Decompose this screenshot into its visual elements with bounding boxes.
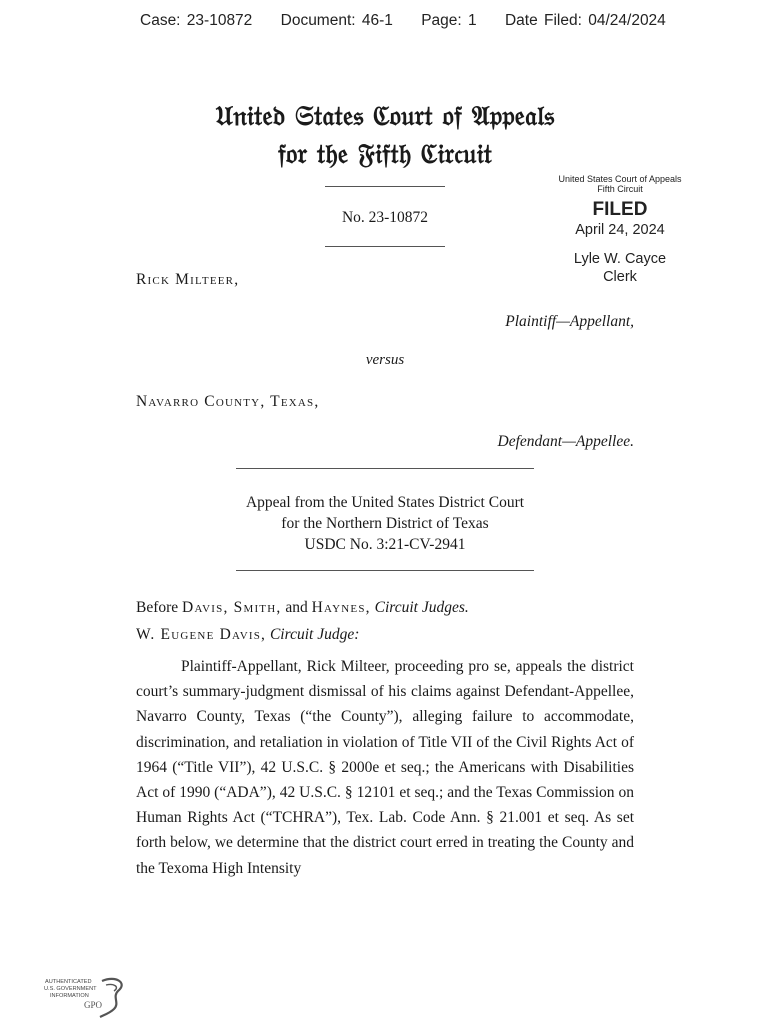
divider [325, 246, 445, 247]
court-title [0, 98, 770, 174]
author-title: Circuit Judge: [269, 626, 360, 643]
plaintiff-name: Rick Milteer, [136, 271, 240, 288]
opinion-body [136, 654, 634, 881]
appeal-line2: for the Northern District of Texas [281, 515, 489, 532]
case-number: Case: 23-10872 [140, 12, 253, 29]
panel-and: and [285, 599, 308, 616]
panel-line [136, 594, 469, 648]
before-label: Before [136, 599, 179, 616]
plaintiff-role: Plaintiff—Appellant, [505, 313, 634, 330]
divider [236, 468, 534, 469]
stamp-filed: FILED [592, 199, 648, 220]
divider [325, 186, 445, 187]
stamp-court-line1: United States Court of Appeals [558, 174, 682, 184]
gpo-authentication-logo [44, 975, 134, 1019]
gpo-eagle-icon [44, 975, 134, 1019]
logo-text-3: INFORMATION [50, 993, 89, 999]
stamp-court-line2: Fifth Circuit [597, 184, 643, 194]
date-filed: Date Filed: 04/24/2024 [504, 12, 666, 29]
panel-judge3: Haynes, [311, 599, 371, 616]
logo-text-2: U.S. GOVERNMENT [44, 986, 97, 992]
docket-number: No. 23-10872 [341, 209, 429, 226]
stamp-clerk-name: Lyle W. Cayce [573, 251, 667, 267]
filed-stamp [552, 174, 688, 286]
case-header [140, 12, 688, 30]
court-title-line1: 𝔘𝔫𝔦𝔱𝔢𝔡 𝔖𝔱𝔞𝔱𝔢𝔰 ℭ𝔬𝔲𝔯𝔱 𝔬𝔣 𝔄𝔭𝔭𝔢𝔞𝔩𝔰 [215, 101, 555, 132]
document-number: Document: 46-1 [280, 12, 393, 29]
divider [236, 570, 534, 571]
page-number: Page: 1 [421, 12, 477, 29]
panel-judges: Davis, Smith, [182, 599, 282, 616]
stamp-clerk-title: Clerk [603, 269, 637, 285]
logo-text-1: AUTHENTICATED [45, 979, 92, 985]
stamp-date: April 24, 2024 [575, 222, 665, 238]
versus: versus [365, 352, 405, 368]
panel-title: Circuit Judges. [374, 599, 469, 616]
appeal-line1: Appeal from the United States District Court [245, 494, 525, 511]
author-line [136, 621, 469, 648]
logo-mark: GPO [84, 1000, 103, 1010]
defendant-role: Defendant—Appellee. [497, 433, 634, 450]
opinion-paragraph: Plaintiff-Appellant, Rick Milteer, proceeding pro se, appeals the district court’s summary-judgment dismissal of his claims against Defendant-Appellee, Navarro County, Texas (“the County”), alleging failure to accommodate, discrimination, and retaliation in violation of Title VII of the Civil Rights Act of 1964 (“Title VII”), 42 U.S.C. § 2000e et seq.; the Americans with Disabilities Act of 1990 (“ADA”), 42 U.S.C. § 12101 et seq.; and the Texas Commission on Human Rights Act (“TCHRA”), Tex. Lab. Code Ann. § 21.001 et seq. As set forth below, we determine that the district court erred in treating the County and the Texoma High Intensity [136, 658, 634, 877]
defendant-name: Navarro County, Texas, [136, 393, 320, 410]
appeal-info [235, 492, 535, 555]
author-name: W. Eugene Davis, [136, 626, 267, 643]
court-title-line2: 𝔣𝔬𝔯 𝔱𝔥𝔢 𝔉𝔦𝔣𝔱𝔥 ℭ𝔦𝔯𝔠𝔲𝔦𝔱 [277, 139, 493, 170]
appeal-line3: USDC No. 3:21-CV-2941 [304, 536, 466, 553]
